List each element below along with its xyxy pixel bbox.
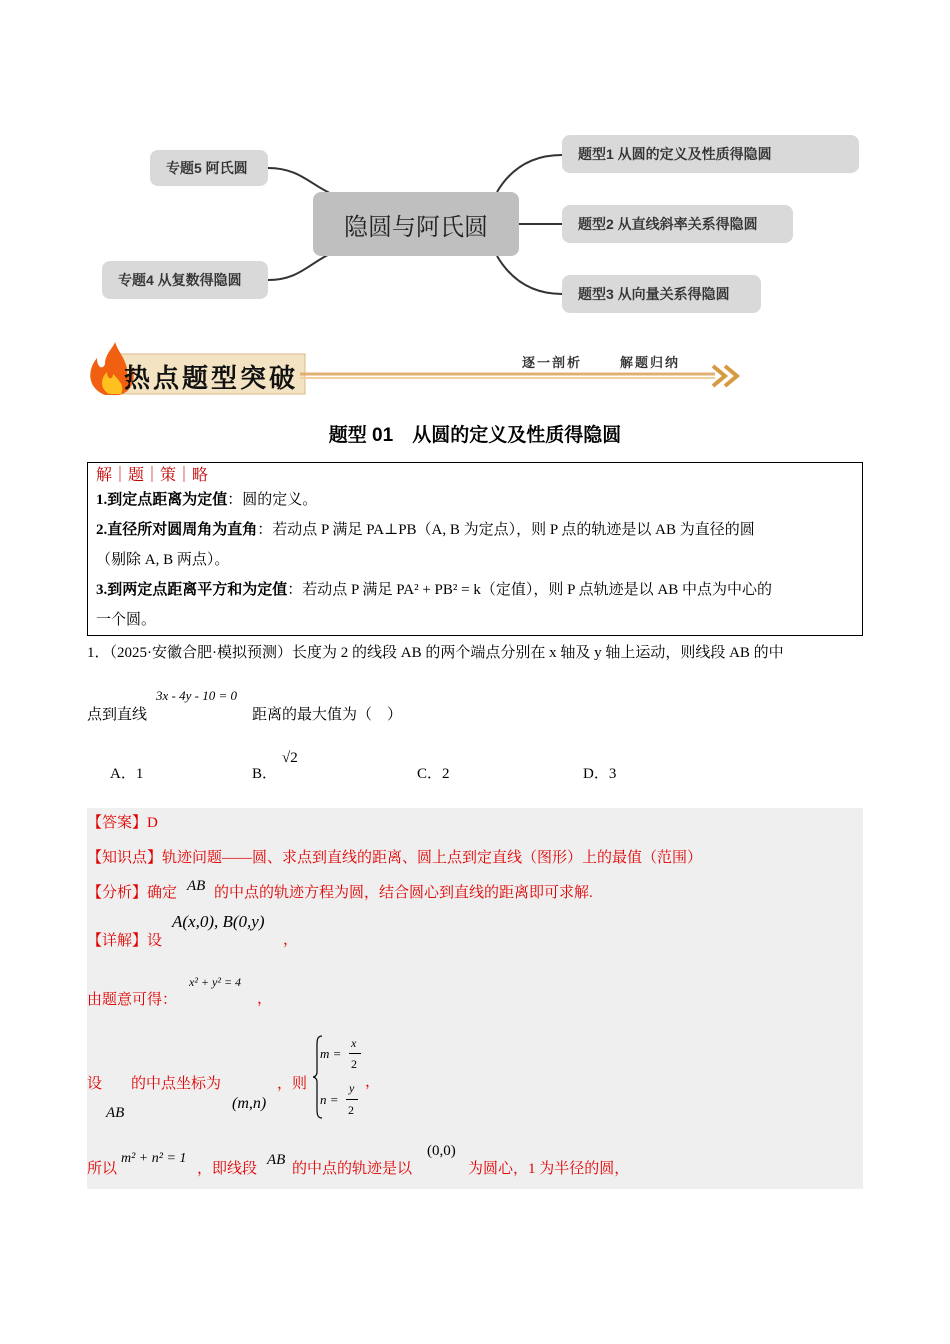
answer-line: 【答案】D — [87, 815, 158, 831]
option-b: B． — [252, 766, 278, 782]
mindmap-node-left-1 — [150, 150, 268, 186]
midpoint-line-a: 设 — [87, 1076, 103, 1092]
option-a: A．1 — [110, 766, 144, 782]
system-n-den: 2 — [348, 1103, 354, 1117]
condition-line: 由题意可得： — [87, 992, 178, 1008]
midpoint-line-c: ，则 — [277, 1076, 308, 1092]
analysis-line-a: 【分析】确定 — [87, 885, 178, 901]
line-equation: 3x - 4y - 10 = 0 — [156, 688, 237, 703]
fraction-bar — [349, 1053, 361, 1054]
banner-sub-1: 逐一剖析 — [522, 355, 583, 370]
system-m: m = — [320, 1046, 342, 1061]
condition-math: x² + y² = 4 — [189, 975, 242, 989]
banner-title: 热点题型突破 — [124, 364, 299, 393]
strategy-item-3: 3.到两定点距离平方和为定值：若动点 P 满足 PA² + PB² = k（定值），则 P 点轨迹是以 AB 中点为中心的 — [96, 582, 772, 598]
node-label: 专题5 阿氏圆 — [166, 160, 248, 176]
detail-math: A(x,0), B(0,y) — [172, 912, 265, 931]
final-origin: (0,0) — [427, 1143, 456, 1159]
knowledge-line: 【知识点】轨迹问题——圆、求点到直线的距离、圆上点到定直线（图形）上的最值（范围） — [87, 850, 703, 866]
fraction-bar — [346, 1099, 358, 1100]
strategy-item-1: 1.到定点距离为定值：圆的定义。 — [96, 492, 318, 508]
node-label: 专题4 从复数得隐圆 — [118, 272, 242, 288]
question-line-1: 1．（2025·安徽合肥·模拟预测）长度为 2 的线段 AB 的两个端点分别在 x 轴及 y 轴上运动，则线段 AB 的中 — [87, 645, 784, 661]
mindmap-center-node — [313, 192, 519, 256]
system-end: ， — [365, 1074, 381, 1090]
node-label: 题型3 从向量关系得隐圆 — [578, 286, 730, 302]
final-line-a: 所以 — [87, 1161, 118, 1177]
condition-end: ， — [257, 991, 273, 1007]
strategy-box — [87, 462, 863, 636]
analysis-ab: AB — [187, 878, 206, 894]
strategy-header: 解｜题｜策｜略 — [96, 467, 209, 484]
system-m-num: x — [351, 1036, 357, 1050]
mindmap-node-right-2 — [562, 205, 793, 243]
strategy-item-2: 2.直径所对圆周角为直角：若动点 P 满足 PA⊥PB（A, B 为定点），则 P 点的轨迹是以 AB 为直径的圆 — [96, 522, 755, 538]
question-line-2b: 距离的最大值为（ ） — [252, 707, 403, 723]
strategy-item-2-cont: （剔除 A, B 两点）。 — [96, 552, 230, 568]
system-n: n = — [320, 1092, 339, 1107]
analysis-line-b: 的中点的轨迹方程为圆，结合圆心到直线的距离即可求解. — [214, 885, 593, 901]
strategy-item-3-cont: 一个圆。 — [96, 612, 157, 628]
option-b-math: √2 — [282, 750, 298, 766]
final-line-d: 为圆心，1 为半径的圆， — [468, 1161, 630, 1177]
system-m-den: 2 — [351, 1057, 357, 1071]
mindmap-node-right-1 — [562, 135, 859, 173]
detail-line-a: 【详解】设 — [87, 933, 163, 949]
section-title: 题型 01 从圆的定义及性质得隐圆 — [328, 425, 622, 446]
mindmap-node-right-3 — [562, 275, 761, 313]
node-label: 题型2 从直线斜率关系得隐圆 — [578, 216, 758, 232]
final-line-c: 的中点的轨迹是以 — [292, 1161, 413, 1177]
detail-end: ， — [283, 932, 299, 948]
midpoint-line-b: 的中点坐标为 — [131, 1076, 222, 1092]
option-d: D．3 — [583, 766, 617, 782]
node-label: 题型1 从圆的定义及性质得隐圆 — [578, 146, 772, 162]
option-c: C．2 — [417, 766, 450, 782]
mindmap-node-left-2 — [102, 261, 268, 299]
final-math: m² + n² = 1 — [121, 1151, 187, 1166]
midpoint-ab: AB — [106, 1105, 125, 1121]
midpoint-mn: (m,n) — [232, 1095, 267, 1112]
system-n-num: y — [349, 1081, 355, 1095]
question-line-2a: 点到直线 — [87, 707, 148, 723]
banner-sub-2: 解题归纳 — [620, 355, 681, 370]
final-ab: AB — [267, 1152, 286, 1168]
center-label: 隐圆与阿氏圆 — [344, 213, 488, 241]
final-line-b: ，即线段 — [197, 1161, 258, 1177]
